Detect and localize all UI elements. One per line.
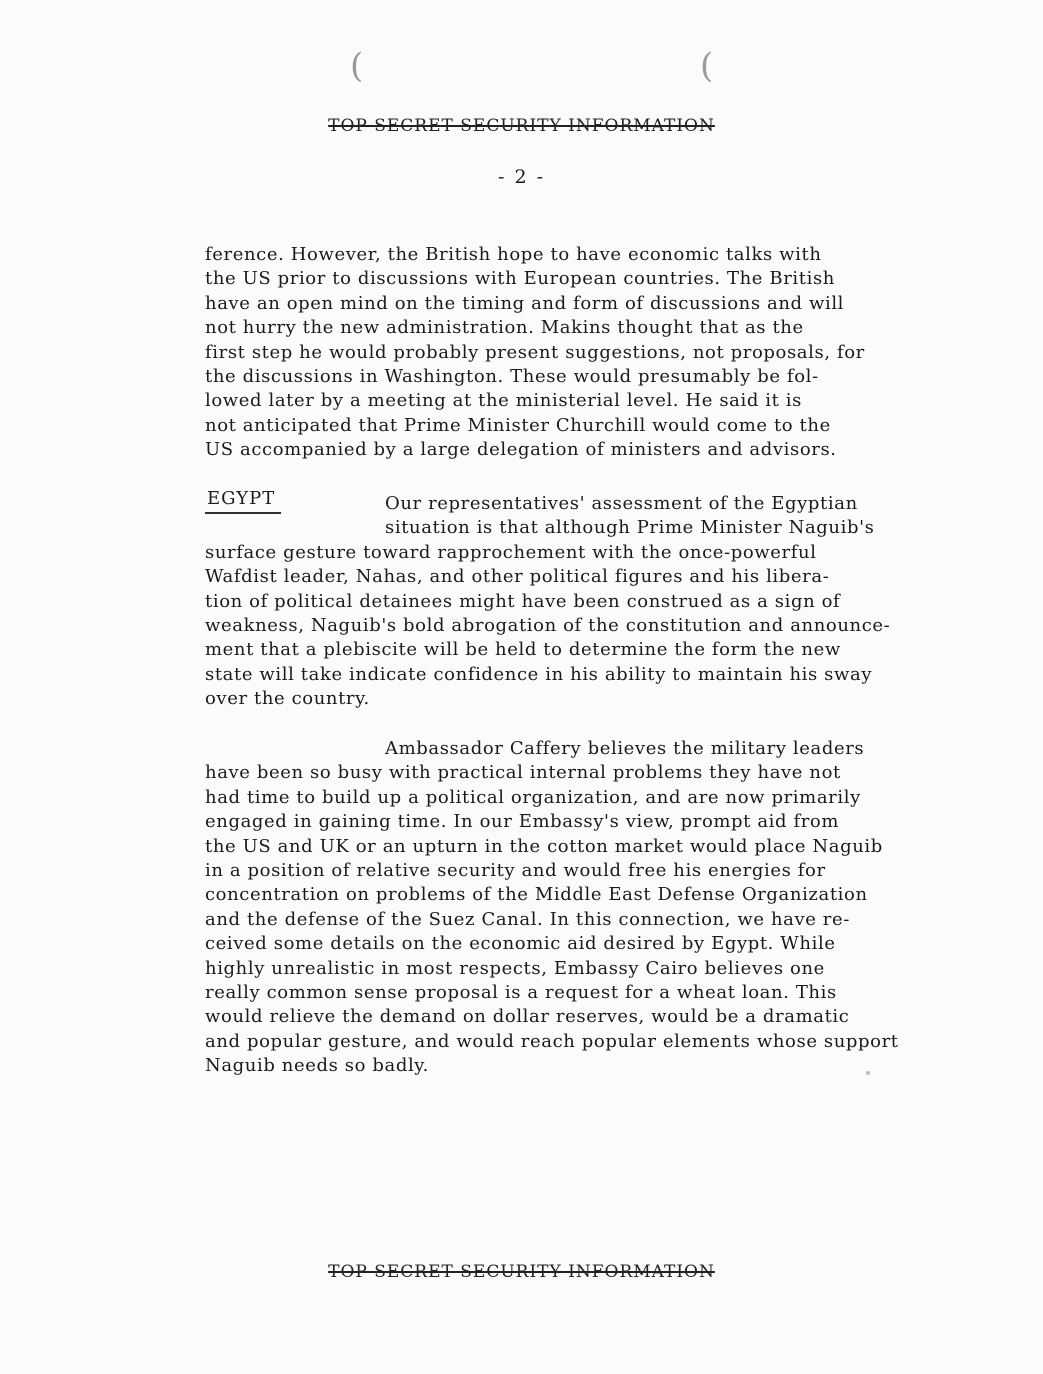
text-line: Ambassador Caffery believes the military leaders — [385, 738, 865, 759]
paragraph-british-talks — [205, 243, 920, 463]
stray-mark — [866, 1071, 870, 1075]
punch-mark-left: ( — [350, 46, 364, 86]
punch-mark-right: ( — [700, 46, 714, 86]
text-line: situation is that although Prime Minister Naguib's — [385, 517, 875, 539]
text-line: highly unrealistic in most respects, Embassy Cairo believes one — [205, 957, 825, 979]
text-line: have an open mind on the timing and form of discussions and will — [205, 292, 845, 314]
text-line: had time to build up a political organization, and are now primarily — [205, 786, 861, 808]
text-line: tion of political detainees might have been construed as a sign of — [205, 590, 841, 612]
text-line: ference. However, the British hope to have economic talks with — [205, 244, 822, 265]
page-number: - 2 - — [497, 166, 545, 188]
text-line: Our representatives' assessment of the Egyptian — [385, 493, 858, 514]
text-line: not anticipated that Prime Minister Churchill would come to the — [205, 414, 831, 436]
text-line: surface gesture toward rapprochement with the once-powerful — [205, 541, 817, 563]
text-line: and the defense of the Suez Canal. In this connection, we have re- — [205, 908, 850, 930]
text-line: the US prior to discussions with European countries. The British — [205, 268, 835, 290]
paragraph-egypt-assessment — [205, 492, 920, 712]
text-line: Naguib needs so badly. — [205, 1055, 430, 1077]
text-line: really common sense proposal is a request for a wheat loan. This — [205, 982, 837, 1004]
text-line: over the country. — [205, 688, 370, 710]
text-line: the US and UK or an upturn in the cotton market would place Naguib — [205, 835, 883, 857]
section-heading-egypt: EGYPT — [207, 488, 276, 509]
text-line: would relieve the demand on dollar reserves, would be a dramatic — [205, 1006, 850, 1028]
text-line: ceived some details on the economic aid desired by Egypt. While — [205, 933, 836, 955]
text-line: concentration on problems of the Middle East Defense Organization — [205, 884, 868, 906]
text-line: first step he would probably present suggestions, not proposals, for — [205, 341, 865, 363]
text-line: in a position of relative security and would free his energies for — [205, 860, 826, 882]
footer-classification: TOP SECRET SECURITY INFORMATION — [328, 1262, 715, 1282]
text-line: have been so busy with practical internal problems they have not — [205, 762, 841, 784]
text-line: state will take indicate confidence in his ability to maintain his sway — [205, 663, 873, 685]
text-line: ment that a plebiscite will be held to determine the form the new — [205, 639, 841, 661]
text-line: US accompanied by a large delegation of ministers and advisors. — [205, 439, 837, 461]
text-line: not hurry the new administration. Makins thought that as the — [205, 317, 804, 339]
text-line: engaged in gaining time. In our Embassy's view, prompt aid from — [205, 811, 840, 833]
text-line: and popular gesture, and would reach popular elements whose support — [205, 1030, 899, 1052]
text-line: the discussions in Washington. These would presumably be fol- — [205, 366, 819, 388]
text-line: weakness, Naguib's bold abrogation of the constitution and announce- — [205, 615, 891, 637]
paragraph-caffery — [205, 737, 920, 1079]
header-classification: TOP SECRET SECURITY INFORMATION — [328, 116, 715, 136]
text-line: Wafdist leader, Nahas, and other political figures and his libera- — [205, 566, 830, 588]
text-line: lowed later by a meeting at the ministerial level. He said it is — [205, 390, 802, 412]
